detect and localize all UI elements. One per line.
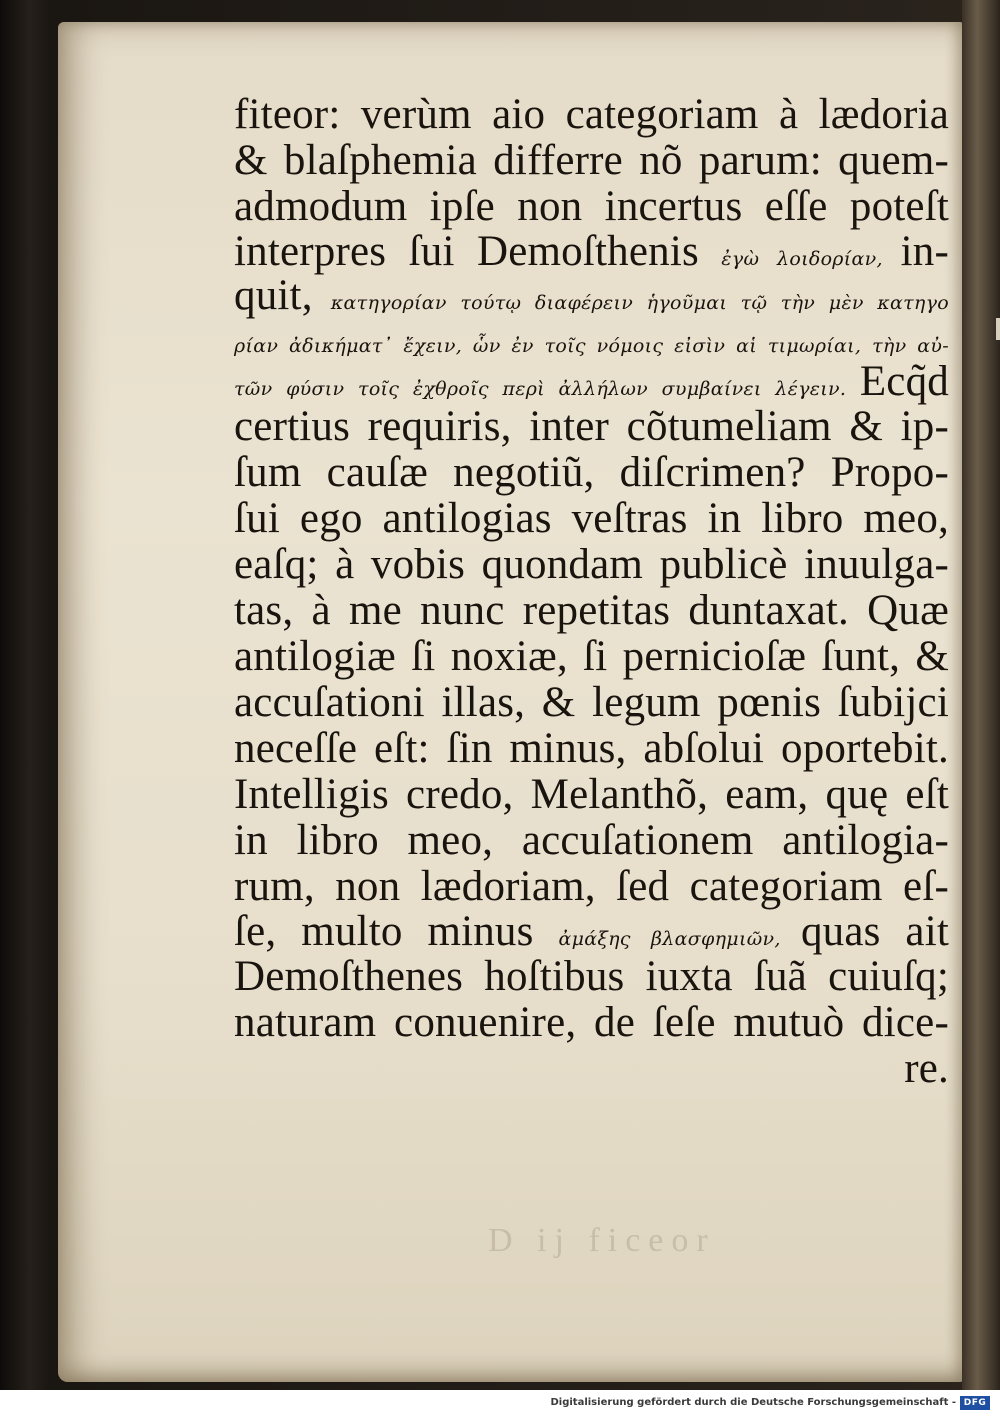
latin-text: Intelligis credo, Melanthõ, eam, quę eſt: [234, 771, 949, 818]
facing-page-edge: [962, 0, 1000, 1390]
latin-text: quit,: [234, 272, 331, 319]
latin-text: eaſq; à vobis quondam publicè inuulga-: [234, 541, 949, 588]
latin-text: in-: [900, 228, 949, 275]
text-line: [234, 680, 949, 726]
text-line: [234, 634, 949, 680]
greek-quotation: τῶν φύσιν τοῖς ἐχθροῖς περὶ ἀλλήλων συμβαίνει λέγειν.: [234, 378, 860, 400]
text-line: [234, 954, 949, 1000]
greek-quotation: κατηγορίαν τούτῳ διαφέρειν ἡγοῦμαι τῷ τὴν μὲν κατηγο: [330, 292, 950, 314]
text-line: [234, 588, 949, 634]
book-page: [58, 22, 963, 1382]
greek-quotation: ἐγὼ λοιδορίαν,: [721, 248, 901, 270]
latin-text: certius requiris, inter cõtumeliam & ip-: [234, 403, 949, 450]
greek-quotation: ἀμάξης βλασφημιῶν,: [558, 928, 801, 950]
latin-text: Demoſthenes hoſtibus iuxta ſuã cuiuſq;: [234, 953, 949, 1000]
text-line: [234, 230, 949, 274]
text-line: [234, 496, 949, 542]
text-line: [234, 864, 949, 910]
latin-text: tas, à me nunc repetitas duntaxat. Quæ: [234, 587, 949, 634]
latin-text: ſui ego antilogias veſtras in libro meo,: [234, 495, 949, 542]
latin-text: Ecq̃d: [859, 358, 949, 405]
text-line: [234, 542, 949, 588]
page-edge-mark: [996, 318, 1000, 340]
text-line: [234, 318, 949, 360]
latin-text: accuſationi illas, & legum pœnis ſubijci: [234, 679, 949, 726]
footer-credit-text: Digitalisierung gefördert durch die Deutsche Forschungsgemeinschaft -: [550, 1397, 956, 1408]
bleed-through-ink: D ij ficeor: [488, 1222, 716, 1259]
latin-text: admodum ipſe non incertus eſſe poteſt: [234, 183, 949, 230]
latin-text: neceſſe eſt: ſin minus, abſolui oportebit.: [234, 725, 949, 772]
digitization-footer: [0, 1390, 1000, 1417]
latin-text: rum, non lædoriam, ſed categoriam eſ-: [234, 863, 949, 910]
latin-text: ſe, multo minus: [234, 908, 559, 955]
latin-text: & blaſphemia differre nõ parum: quem-: [234, 137, 949, 184]
catchword: re.: [904, 1045, 949, 1092]
text-line: [234, 92, 949, 138]
text-line: [234, 1000, 949, 1046]
text-line: [234, 138, 949, 184]
text-line: [234, 818, 949, 864]
text-line: [234, 184, 949, 230]
latin-text: interpres ſui Demoſthenis: [234, 228, 722, 275]
latin-text: naturam conuenire, de ſeſe mutuò dice-: [234, 999, 949, 1046]
text-line: [234, 450, 949, 496]
text-line: [234, 404, 949, 450]
latin-text: ſum cauſæ negotiũ, diſcrimen? Propo-: [234, 449, 949, 496]
latin-text: quas ait: [800, 908, 949, 955]
text-line: [234, 360, 949, 404]
text-line: [234, 910, 949, 954]
latin-text: antilogiæ ſi noxiæ, ſi pernicioſæ ſunt, &: [234, 633, 949, 680]
page-text: [234, 92, 949, 1092]
greek-quotation: ρίαν ἀδικήματ᾽ ἔχειν, ὧν ἐν τοῖς νόμοις εἰσὶν αἱ τιμωρίαι, τὴν αὐ-: [234, 335, 949, 357]
latin-text: in libro meo, accuſationem antilogia-: [234, 817, 949, 864]
text-line: [234, 274, 949, 318]
text-line: [234, 772, 949, 818]
dfg-logo: DFG: [960, 1396, 990, 1410]
latin-text: fiteor: verùm aio categoriam à lædoria: [234, 91, 949, 138]
text-line: [234, 726, 949, 772]
